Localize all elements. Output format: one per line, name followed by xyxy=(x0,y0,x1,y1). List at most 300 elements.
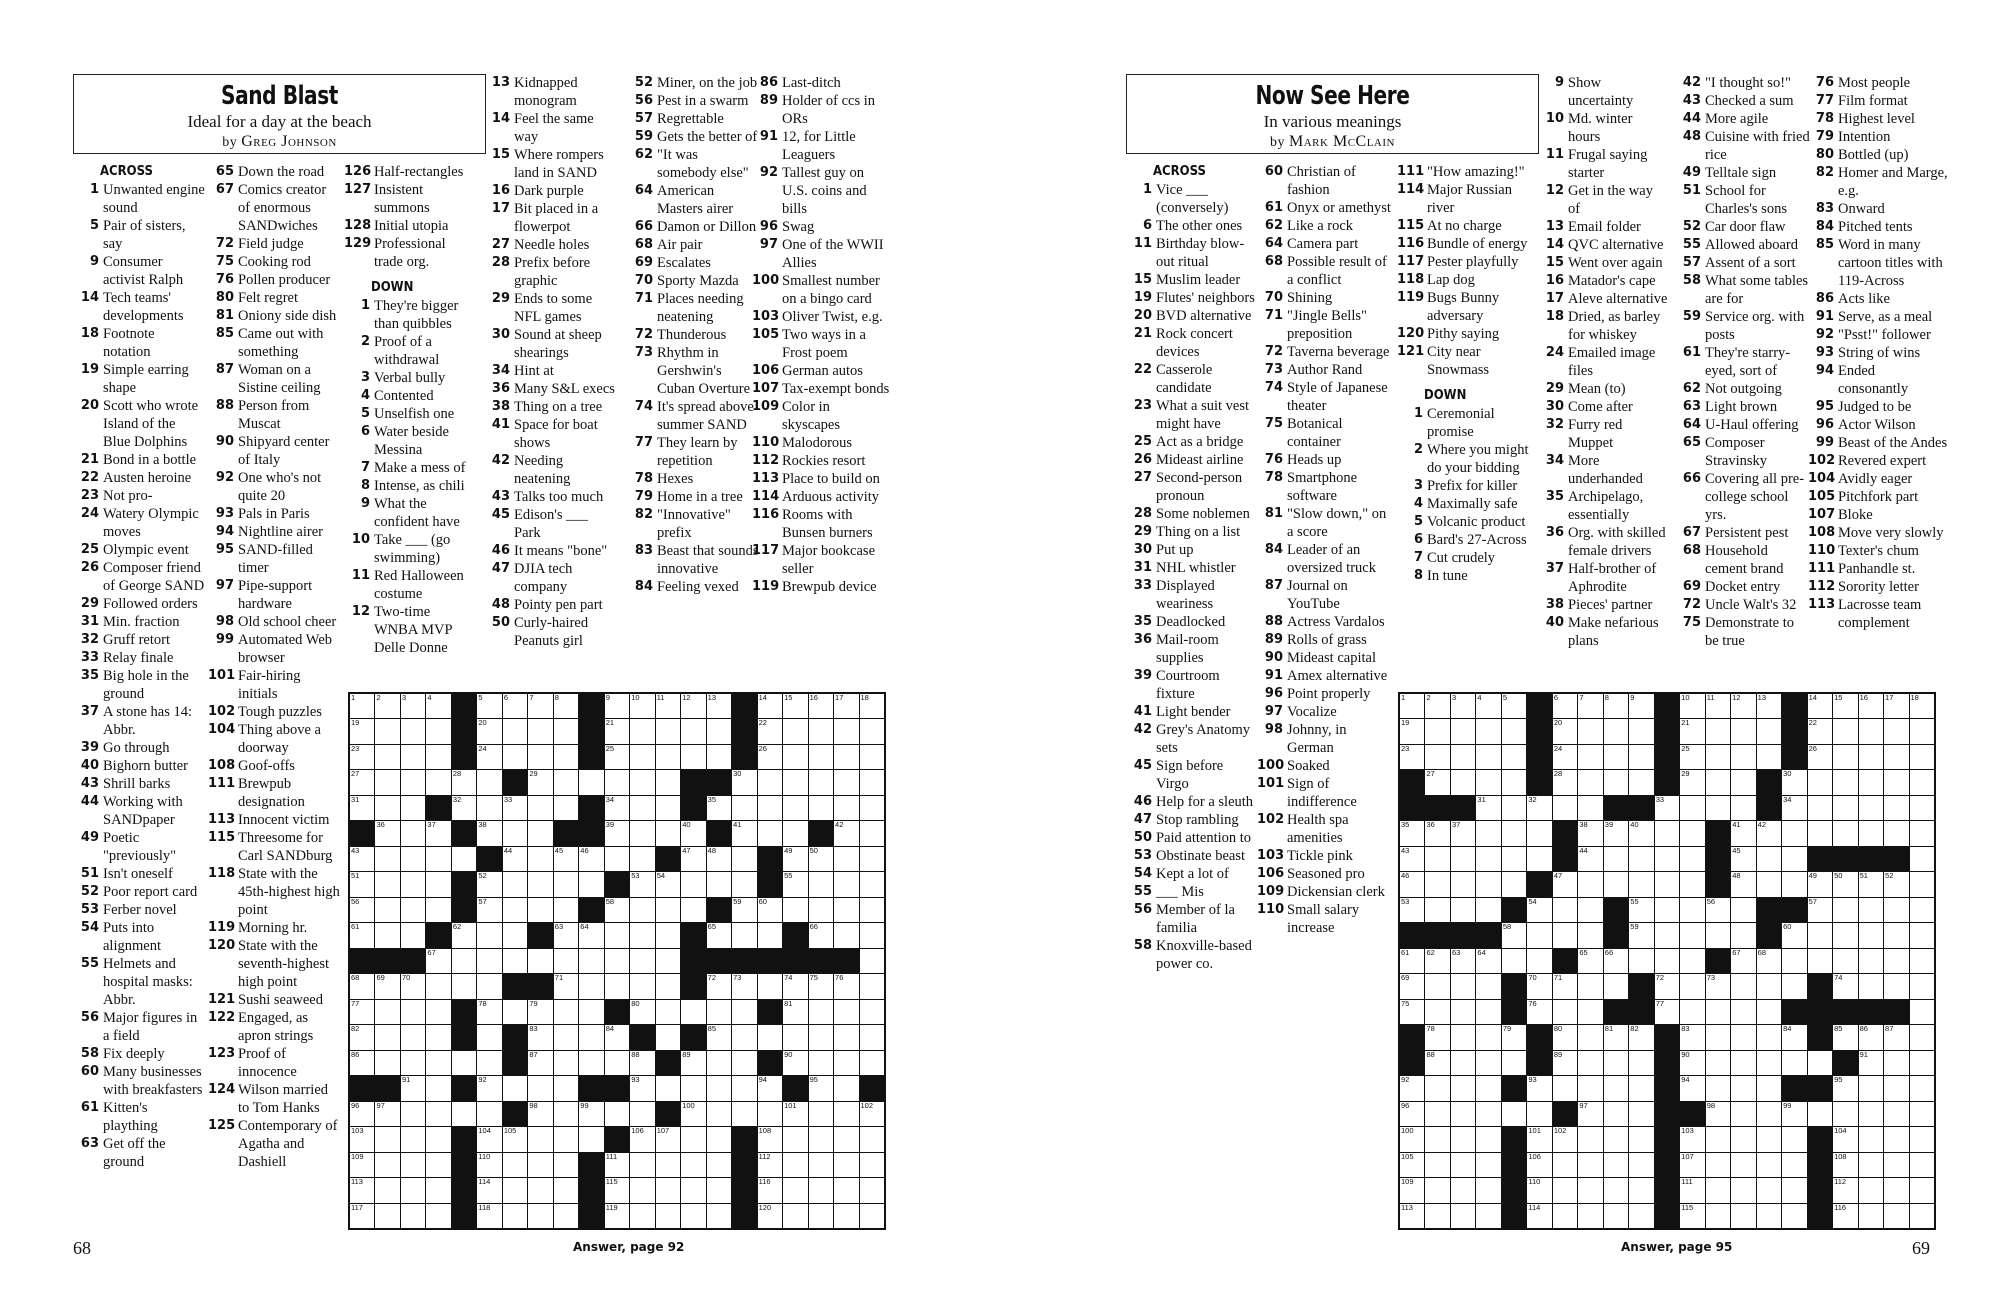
grid-cell[interactable] xyxy=(1757,1051,1781,1075)
grid-cell[interactable] xyxy=(426,1153,450,1177)
grid-cell[interactable] xyxy=(1425,949,1449,973)
grid-cell[interactable] xyxy=(1578,1153,1602,1177)
grid-cell[interactable] xyxy=(1782,770,1806,794)
grid-cell[interactable] xyxy=(809,719,833,743)
grid-cell[interactable] xyxy=(401,1076,425,1100)
grid-cell[interactable] xyxy=(1400,821,1424,845)
grid-cell[interactable] xyxy=(1425,694,1449,718)
grid-cell[interactable] xyxy=(1910,1076,1934,1100)
grid-cell[interactable] xyxy=(707,796,731,820)
grid-cell[interactable] xyxy=(834,1000,858,1024)
grid-cell[interactable] xyxy=(1502,923,1526,947)
grid-cell[interactable] xyxy=(1910,1051,1934,1075)
grid-cell[interactable] xyxy=(630,847,654,871)
grid-cell[interactable] xyxy=(350,719,374,743)
grid-cell[interactable] xyxy=(809,923,833,947)
grid-cell[interactable] xyxy=(1706,1051,1730,1075)
grid-cell[interactable] xyxy=(1476,872,1500,896)
grid-cell[interactable] xyxy=(350,974,374,998)
grid-cell[interactable] xyxy=(1833,1076,1857,1100)
grid-cell[interactable] xyxy=(1757,1076,1781,1100)
grid-cell[interactable] xyxy=(1782,796,1806,820)
grid-cell[interactable] xyxy=(1859,1051,1883,1075)
grid-cell[interactable] xyxy=(1578,949,1602,973)
grid-cell[interactable] xyxy=(834,1204,858,1228)
grid-cell[interactable] xyxy=(758,745,782,769)
grid-cell[interactable] xyxy=(1476,796,1500,820)
grid-cell[interactable] xyxy=(426,1127,450,1151)
grid-cell[interactable] xyxy=(1731,923,1755,947)
grid-cell[interactable] xyxy=(1451,1000,1475,1024)
grid-cell[interactable] xyxy=(1833,1204,1857,1228)
grid-cell[interactable] xyxy=(1731,1051,1755,1075)
grid-cell[interactable] xyxy=(528,872,552,896)
grid-cell[interactable] xyxy=(1604,1178,1628,1202)
grid-cell[interactable] xyxy=(1502,1102,1526,1126)
grid-cell[interactable] xyxy=(528,898,552,922)
grid-cell[interactable] xyxy=(528,770,552,794)
grid-cell[interactable] xyxy=(554,898,578,922)
grid-cell[interactable] xyxy=(707,694,731,718)
grid-cell[interactable] xyxy=(1502,1025,1526,1049)
grid-cell[interactable] xyxy=(1578,872,1602,896)
grid-cell[interactable] xyxy=(1553,1204,1577,1228)
grid-cell[interactable] xyxy=(1833,745,1857,769)
grid-cell[interactable] xyxy=(1604,974,1628,998)
grid-cell[interactable] xyxy=(350,1127,374,1151)
grid-cell[interactable] xyxy=(834,821,858,845)
grid-cell[interactable] xyxy=(1859,1025,1883,1049)
grid-cell[interactable] xyxy=(375,821,399,845)
grid-cell[interactable] xyxy=(758,974,782,998)
grid-cell[interactable] xyxy=(732,1076,756,1100)
grid-cell[interactable] xyxy=(732,821,756,845)
grid-cell[interactable] xyxy=(1731,1025,1755,1049)
grid-cell[interactable] xyxy=(834,1127,858,1151)
grid-cell[interactable] xyxy=(528,719,552,743)
grid-cell[interactable] xyxy=(783,770,807,794)
grid-cell[interactable] xyxy=(1757,694,1781,718)
grid-cell[interactable] xyxy=(1604,1153,1628,1177)
grid-cell[interactable] xyxy=(1859,694,1883,718)
grid-cell[interactable] xyxy=(605,847,629,871)
grid-cell[interactable] xyxy=(1884,1153,1908,1177)
grid-cell[interactable] xyxy=(350,1102,374,1126)
grid-cell[interactable] xyxy=(477,1153,501,1177)
grid-cell[interactable] xyxy=(605,1051,629,1075)
grid-cell[interactable] xyxy=(503,1076,527,1100)
grid-cell[interactable] xyxy=(1553,1000,1577,1024)
grid-cell[interactable] xyxy=(1757,1000,1781,1024)
grid-cell[interactable] xyxy=(426,821,450,845)
grid-cell[interactable] xyxy=(350,847,374,871)
grid-cell[interactable] xyxy=(401,1051,425,1075)
grid-cell[interactable] xyxy=(1400,847,1424,871)
grid-cell[interactable] xyxy=(758,796,782,820)
grid-cell[interactable] xyxy=(758,923,782,947)
grid-cell[interactable] xyxy=(783,796,807,820)
grid-cell[interactable] xyxy=(477,1000,501,1024)
grid-cell[interactable] xyxy=(1400,1102,1424,1126)
grid-cell[interactable] xyxy=(1859,1076,1883,1100)
grid-cell[interactable] xyxy=(1782,1153,1806,1177)
grid-cell[interactable] xyxy=(1782,974,1806,998)
grid-cell[interactable] xyxy=(1655,923,1679,947)
grid-cell[interactable] xyxy=(630,898,654,922)
grid-cell[interactable] xyxy=(1451,719,1475,743)
grid-cell[interactable] xyxy=(1910,1153,1934,1177)
grid-cell[interactable] xyxy=(375,796,399,820)
grid-cell[interactable] xyxy=(1451,1153,1475,1177)
grid-cell[interactable] xyxy=(707,719,731,743)
grid-cell[interactable] xyxy=(1629,821,1653,845)
grid-cell[interactable] xyxy=(1680,872,1704,896)
grid-cell[interactable] xyxy=(605,1153,629,1177)
grid-cell[interactable] xyxy=(579,974,603,998)
grid-cell[interactable] xyxy=(1400,1153,1424,1177)
grid-cell[interactable] xyxy=(1680,1127,1704,1151)
grid-cell[interactable] xyxy=(1833,949,1857,973)
grid-cell[interactable] xyxy=(1476,1102,1500,1126)
grid-cell[interactable] xyxy=(350,898,374,922)
grid-cell[interactable] xyxy=(1476,1000,1500,1024)
grid-cell[interactable] xyxy=(1706,694,1730,718)
grid-cell[interactable] xyxy=(1910,847,1934,871)
grid-cell[interactable] xyxy=(681,1204,705,1228)
grid-cell[interactable] xyxy=(350,770,374,794)
grid-cell[interactable] xyxy=(1757,872,1781,896)
grid-cell[interactable] xyxy=(1757,1127,1781,1151)
grid-cell[interactable] xyxy=(681,745,705,769)
grid-cell[interactable] xyxy=(528,1102,552,1126)
grid-cell[interactable] xyxy=(1476,745,1500,769)
grid-cell[interactable] xyxy=(554,1178,578,1202)
grid-cell[interactable] xyxy=(1706,1178,1730,1202)
grid-cell[interactable] xyxy=(1833,1025,1857,1049)
grid-cell[interactable] xyxy=(1451,1025,1475,1049)
grid-cell[interactable] xyxy=(1578,1051,1602,1075)
grid-cell[interactable] xyxy=(1808,949,1832,973)
grid-cell[interactable] xyxy=(401,719,425,743)
grid-cell[interactable] xyxy=(707,974,731,998)
grid-cell[interactable] xyxy=(758,821,782,845)
grid-cell[interactable] xyxy=(656,745,680,769)
grid-cell[interactable] xyxy=(426,872,450,896)
grid-cell[interactable] xyxy=(350,1204,374,1228)
grid-cell[interactable] xyxy=(1578,745,1602,769)
grid-cell[interactable] xyxy=(1833,694,1857,718)
grid-cell[interactable] xyxy=(1400,898,1424,922)
grid-cell[interactable] xyxy=(579,1025,603,1049)
grid-cell[interactable] xyxy=(477,796,501,820)
grid-cell[interactable] xyxy=(528,694,552,718)
grid-cell[interactable] xyxy=(1476,1127,1500,1151)
grid-cell[interactable] xyxy=(452,1102,476,1126)
grid-cell[interactable] xyxy=(426,1076,450,1100)
grid-cell[interactable] xyxy=(554,1102,578,1126)
grid-cell[interactable] xyxy=(1833,1178,1857,1202)
grid-cell[interactable] xyxy=(554,1025,578,1049)
grid-cell[interactable] xyxy=(1680,694,1704,718)
grid-cell[interactable] xyxy=(401,1000,425,1024)
grid-cell[interactable] xyxy=(1502,847,1526,871)
grid-cell[interactable] xyxy=(1910,974,1934,998)
grid-cell[interactable] xyxy=(732,898,756,922)
grid-cell[interactable] xyxy=(1731,821,1755,845)
grid-cell[interactable] xyxy=(1425,1025,1449,1049)
grid-cell[interactable] xyxy=(1629,770,1653,794)
grid-cell[interactable] xyxy=(1502,796,1526,820)
grid-cell[interactable] xyxy=(1782,1025,1806,1049)
grid-cell[interactable] xyxy=(426,694,450,718)
grid-cell[interactable] xyxy=(1527,1000,1551,1024)
grid-cell[interactable] xyxy=(809,1051,833,1075)
grid-cell[interactable] xyxy=(1757,821,1781,845)
grid-cell[interactable] xyxy=(1706,1127,1730,1151)
grid-cell[interactable] xyxy=(1425,974,1449,998)
grid-cell[interactable] xyxy=(656,1000,680,1024)
grid-cell[interactable] xyxy=(681,1153,705,1177)
grid-cell[interactable] xyxy=(860,694,884,718)
grid-cell[interactable] xyxy=(1884,898,1908,922)
grid-cell[interactable] xyxy=(1808,872,1832,896)
grid-cell[interactable] xyxy=(1578,974,1602,998)
grid-cell[interactable] xyxy=(1400,1178,1424,1202)
grid-cell[interactable] xyxy=(809,1025,833,1049)
grid-cell[interactable] xyxy=(1884,821,1908,845)
grid-cell[interactable] xyxy=(1884,1204,1908,1228)
grid-cell[interactable] xyxy=(630,949,654,973)
grid-cell[interactable] xyxy=(1425,821,1449,845)
grid-cell[interactable] xyxy=(1680,821,1704,845)
grid-cell[interactable] xyxy=(401,1153,425,1177)
grid-cell[interactable] xyxy=(1859,821,1883,845)
grid-cell[interactable] xyxy=(1578,719,1602,743)
grid-cell[interactable] xyxy=(834,1076,858,1100)
grid-cell[interactable] xyxy=(707,1051,731,1075)
grid-cell[interactable] xyxy=(1578,1025,1602,1049)
grid-cell[interactable] xyxy=(732,1025,756,1049)
grid-cell[interactable] xyxy=(554,796,578,820)
grid-cell[interactable] xyxy=(834,1025,858,1049)
grid-cell[interactable] xyxy=(401,1204,425,1228)
grid-cell[interactable] xyxy=(1502,949,1526,973)
grid-cell[interactable] xyxy=(656,923,680,947)
grid-cell[interactable] xyxy=(605,1102,629,1126)
grid-cell[interactable] xyxy=(1553,872,1577,896)
grid-cell[interactable] xyxy=(732,770,756,794)
grid-cell[interactable] xyxy=(1400,1000,1424,1024)
grid-cell[interactable] xyxy=(1731,1000,1755,1024)
grid-cell[interactable] xyxy=(732,796,756,820)
grid-cell[interactable] xyxy=(656,1076,680,1100)
grid-cell[interactable] xyxy=(1425,1102,1449,1126)
grid-cell[interactable] xyxy=(605,1204,629,1228)
grid-cell[interactable] xyxy=(809,872,833,896)
grid-cell[interactable] xyxy=(1604,821,1628,845)
grid-cell[interactable] xyxy=(426,1204,450,1228)
grid-cell[interactable] xyxy=(375,1127,399,1151)
grid-cell[interactable] xyxy=(1910,1000,1934,1024)
grid-cell[interactable] xyxy=(401,821,425,845)
grid-cell[interactable] xyxy=(401,1178,425,1202)
grid-cell[interactable] xyxy=(1680,847,1704,871)
grid-cell[interactable] xyxy=(783,694,807,718)
grid-cell[interactable] xyxy=(1655,1000,1679,1024)
grid-cell[interactable] xyxy=(375,1025,399,1049)
grid-cell[interactable] xyxy=(1604,1127,1628,1151)
grid-cell[interactable] xyxy=(1451,745,1475,769)
grid-cell[interactable] xyxy=(707,1153,731,1177)
grid-cell[interactable] xyxy=(1884,1178,1908,1202)
grid-cell[interactable] xyxy=(783,898,807,922)
grid-cell[interactable] xyxy=(1425,1153,1449,1177)
grid-cell[interactable] xyxy=(1859,719,1883,743)
grid-cell[interactable] xyxy=(630,1178,654,1202)
grid-cell[interactable] xyxy=(375,847,399,871)
grid-cell[interactable] xyxy=(809,847,833,871)
grid-cell[interactable] xyxy=(1910,745,1934,769)
grid-cell[interactable] xyxy=(1451,847,1475,871)
grid-cell[interactable] xyxy=(477,898,501,922)
grid-cell[interactable] xyxy=(528,1000,552,1024)
grid-cell[interactable] xyxy=(605,821,629,845)
grid-cell[interactable] xyxy=(1425,1204,1449,1228)
grid-cell[interactable] xyxy=(1527,923,1551,947)
grid-cell[interactable] xyxy=(375,745,399,769)
grid-cell[interactable] xyxy=(630,1204,654,1228)
grid-cell[interactable] xyxy=(503,796,527,820)
grid-cell[interactable] xyxy=(1884,770,1908,794)
grid-cell[interactable] xyxy=(1731,770,1755,794)
grid-cell[interactable] xyxy=(605,796,629,820)
grid-cell[interactable] xyxy=(707,847,731,871)
grid-cell[interactable] xyxy=(1859,974,1883,998)
grid-cell[interactable] xyxy=(426,770,450,794)
grid-cell[interactable] xyxy=(1706,719,1730,743)
grid-cell[interactable] xyxy=(1655,974,1679,998)
grid-cell[interactable] xyxy=(809,1153,833,1177)
grid-cell[interactable] xyxy=(350,1000,374,1024)
grid-cell[interactable] xyxy=(375,1204,399,1228)
grid-cell[interactable] xyxy=(1706,1204,1730,1228)
grid-cell[interactable] xyxy=(1706,1025,1730,1049)
grid-cell[interactable] xyxy=(401,872,425,896)
grid-cell[interactable] xyxy=(1604,745,1628,769)
grid-cell[interactable] xyxy=(1731,949,1755,973)
grid-cell[interactable] xyxy=(1706,1153,1730,1177)
grid-cell[interactable] xyxy=(834,1051,858,1075)
grid-cell[interactable] xyxy=(783,1025,807,1049)
grid-cell[interactable] xyxy=(350,745,374,769)
grid-cell[interactable] xyxy=(401,745,425,769)
grid-cell[interactable] xyxy=(834,923,858,947)
grid-cell[interactable] xyxy=(605,694,629,718)
grid-cell[interactable] xyxy=(1833,974,1857,998)
grid-cell[interactable] xyxy=(860,898,884,922)
grid-cell[interactable] xyxy=(1731,898,1755,922)
grid-cell[interactable] xyxy=(375,1178,399,1202)
grid-cell[interactable] xyxy=(375,974,399,998)
grid-cell[interactable] xyxy=(630,1076,654,1100)
grid-cell[interactable] xyxy=(656,796,680,820)
grid-cell[interactable] xyxy=(1680,745,1704,769)
grid-cell[interactable] xyxy=(630,745,654,769)
grid-cell[interactable] xyxy=(1502,872,1526,896)
grid-cell[interactable] xyxy=(426,745,450,769)
grid-cell[interactable] xyxy=(630,1102,654,1126)
grid-cell[interactable] xyxy=(1757,1153,1781,1177)
grid-cell[interactable] xyxy=(834,872,858,896)
grid-cell[interactable] xyxy=(426,949,450,973)
grid-cell[interactable] xyxy=(1782,1178,1806,1202)
grid-cell[interactable] xyxy=(1833,898,1857,922)
grid-cell[interactable] xyxy=(1451,1178,1475,1202)
grid-cell[interactable] xyxy=(1680,1000,1704,1024)
grid-cell[interactable] xyxy=(1451,1127,1475,1151)
grid-cell[interactable] xyxy=(1833,770,1857,794)
grid-cell[interactable] xyxy=(579,949,603,973)
grid-cell[interactable] xyxy=(503,872,527,896)
grid-cell[interactable] xyxy=(1425,847,1449,871)
grid-cell[interactable] xyxy=(375,1153,399,1177)
grid-cell[interactable] xyxy=(707,872,731,896)
grid-cell[interactable] xyxy=(477,745,501,769)
grid-cell[interactable] xyxy=(477,1127,501,1151)
grid-cell[interactable] xyxy=(1757,974,1781,998)
grid-cell[interactable] xyxy=(554,1000,578,1024)
grid-cell[interactable] xyxy=(1451,898,1475,922)
grid-cell[interactable] xyxy=(477,923,501,947)
grid-cell[interactable] xyxy=(1910,872,1934,896)
grid-cell[interactable] xyxy=(1578,847,1602,871)
grid-cell[interactable] xyxy=(1629,898,1653,922)
grid-cell[interactable] xyxy=(1451,1102,1475,1126)
grid-cell[interactable] xyxy=(732,974,756,998)
grid-cell[interactable] xyxy=(1553,923,1577,947)
grid-cell[interactable] xyxy=(605,1025,629,1049)
grid-cell[interactable] xyxy=(656,770,680,794)
grid-cell[interactable] xyxy=(834,898,858,922)
grid-cell[interactable] xyxy=(528,1051,552,1075)
grid-cell[interactable] xyxy=(1884,1051,1908,1075)
grid-cell[interactable] xyxy=(1655,796,1679,820)
grid-cell[interactable] xyxy=(630,821,654,845)
grid-cell[interactable] xyxy=(1476,1204,1500,1228)
grid-cell[interactable] xyxy=(528,796,552,820)
grid-cell[interactable] xyxy=(1680,770,1704,794)
grid-cell[interactable] xyxy=(528,745,552,769)
grid-cell[interactable] xyxy=(860,796,884,820)
grid-cell[interactable] xyxy=(1527,1153,1551,1177)
grid-cell[interactable] xyxy=(1451,872,1475,896)
grid-cell[interactable] xyxy=(1425,745,1449,769)
grid-cell[interactable] xyxy=(1655,821,1679,845)
grid-cell[interactable] xyxy=(1629,1127,1653,1151)
grid-cell[interactable] xyxy=(1910,770,1934,794)
grid-cell[interactable] xyxy=(809,1000,833,1024)
grid-cell[interactable] xyxy=(503,1153,527,1177)
grid-cell[interactable] xyxy=(477,1051,501,1075)
grid-cell[interactable] xyxy=(554,745,578,769)
grid-cell[interactable] xyxy=(1578,1204,1602,1228)
grid-cell[interactable] xyxy=(1655,872,1679,896)
grid-cell[interactable] xyxy=(1731,745,1755,769)
grid-cell[interactable] xyxy=(1629,847,1653,871)
grid-cell[interactable] xyxy=(477,770,501,794)
grid-cell[interactable] xyxy=(860,1000,884,1024)
grid-cell[interactable] xyxy=(1425,770,1449,794)
